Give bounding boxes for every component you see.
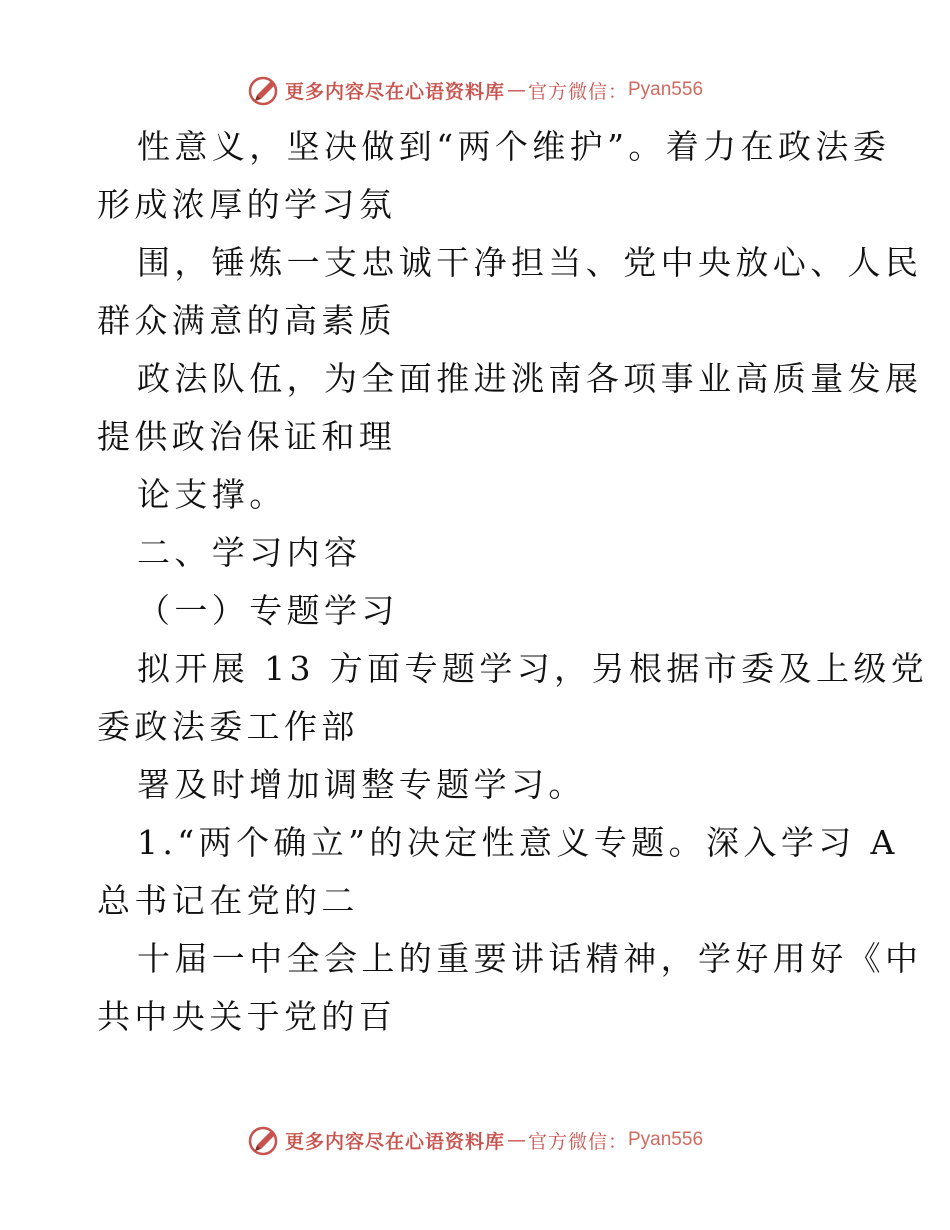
text-line: 提供政治保证和理 (97, 417, 397, 456)
watermark-site-text: 更多内容尽在心语资料库 (284, 80, 505, 103)
text-line: 共中央关于党的百 (97, 997, 397, 1036)
text-line: 拟开展 13 方面专题学习，另根据市委及上级党 (137, 649, 929, 688)
watermark-separator: — (506, 1129, 526, 1151)
text-line: 委政法委工作部 (97, 707, 359, 746)
text-line: 论支撑。 (137, 475, 287, 514)
watermark-footer (0, 1120, 950, 1160)
pen-logo-icon (247, 73, 281, 107)
text-line: 总书记在党的二 (97, 881, 359, 920)
watermark-account: Pyan556 (628, 1129, 704, 1150)
text-line: 政法队伍，为全面推进洮南各项事业高质量发展 (137, 359, 923, 398)
watermark-wechat-label: 官方微信： (527, 1130, 628, 1153)
text-line: 形成浓厚的学习氛 (97, 185, 397, 224)
section-heading: 二、学习内容 (137, 533, 362, 572)
watermark-account: Pyan556 (628, 79, 704, 100)
watermark-wechat-label: 官方微信： (527, 80, 628, 103)
text-line: 1.“两个确立”的决定性意义专题。深入学习 A (137, 823, 899, 862)
document-body (97, 118, 929, 1046)
text-line: 群众满意的高素质 (97, 301, 397, 340)
text-line: 性意义，坚决做到“两个维护”。着力在政法委 (137, 127, 891, 166)
watermark-header (0, 70, 950, 110)
subsection-heading: （一）专题学习 (137, 591, 399, 630)
text-line: 署及时增加调整专题学习。 (137, 765, 586, 804)
text-line: 围，锤炼一支忠诚干净担当、党中央放心、人民 (137, 243, 923, 282)
text-line: 十届一中全会上的重要讲话精神，学好用好《中 (137, 939, 923, 978)
pen-logo-icon (247, 1123, 281, 1157)
watermark-site-text: 更多内容尽在心语资料库 (284, 1130, 505, 1153)
watermark-separator: — (506, 79, 526, 101)
